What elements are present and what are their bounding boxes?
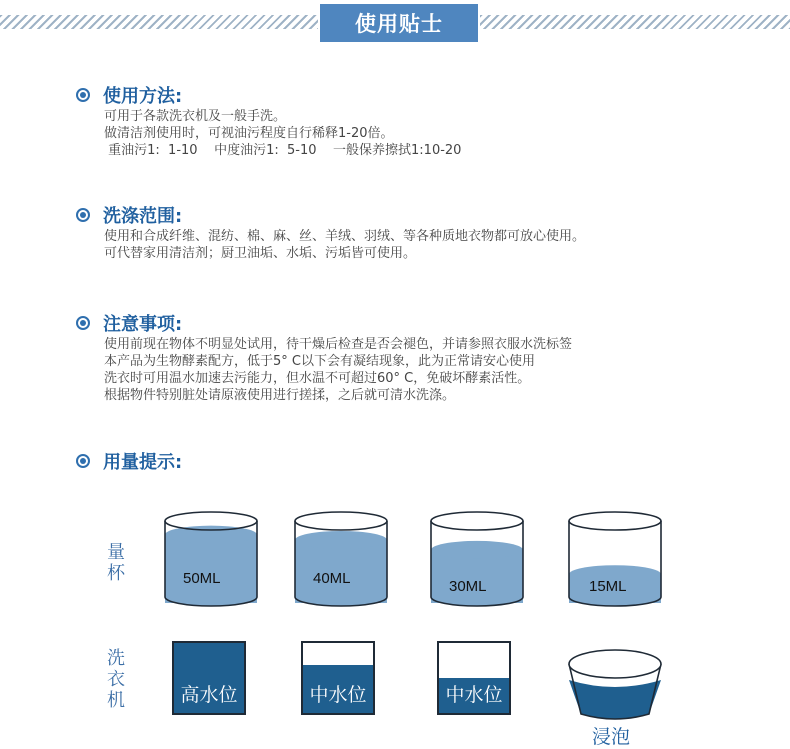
- measuring-cup-15ml: [567, 505, 663, 609]
- text-line: 使用和合成纤维、混纺、棉、麻、丝、羊绒、羽绒、等各种质地衣物都可放心使用。: [104, 229, 586, 244]
- bullet-icon: [76, 316, 90, 330]
- cup-row-label: 量 杯: [107, 542, 125, 584]
- soak-label: 浸泡: [592, 726, 631, 748]
- text-line: 本产品为生物酵素配方，低于5° C以下会有凝结现象，此为正常请安心使用: [104, 354, 535, 369]
- washer-level-label: 中水位: [309, 684, 367, 706]
- washer-level-mid: [301, 641, 375, 715]
- washer-level-high: [172, 641, 246, 715]
- measuring-cup-50ml: [163, 505, 259, 609]
- text-line: 重油污1: 1-10 中度油污1: 5-10 一般保养擦拭1:10-20: [104, 143, 462, 158]
- bullet-icon: [76, 88, 90, 102]
- section-title: 洗涤范围:: [103, 206, 183, 227]
- bullet-icon: [76, 208, 90, 222]
- section-title: 使用方法:: [103, 86, 183, 107]
- measuring-cup-30ml: [429, 505, 525, 609]
- section-title: 注意事项:: [103, 314, 183, 335]
- section-scope: [76, 202, 585, 262]
- cup-label: 50ML: [183, 570, 221, 587]
- washer-level-label: 中水位: [445, 684, 503, 706]
- page-title-banner: 使用贴士: [320, 4, 478, 42]
- cup-label: 15ML: [589, 578, 627, 595]
- bullet-icon: [76, 454, 90, 468]
- washer-level-label: 高水位: [180, 684, 238, 706]
- section-usage: [76, 82, 461, 159]
- section-notes: [76, 310, 572, 404]
- soak-basin-icon: [565, 644, 665, 722]
- text-line: 做清洁剂使用时，可视油污程度自行稀释1-20倍。: [104, 126, 394, 141]
- text-line: 洗衣时可用温水加速去污能力，但水温不可超过60° C，免破坏酵素活性。: [104, 371, 531, 386]
- measuring-cup-40ml: [293, 505, 389, 609]
- section-dosage: [76, 448, 182, 474]
- header-stripe-left: [0, 15, 318, 29]
- washer-level-mid-2: [437, 641, 511, 715]
- header-stripe-right: [480, 15, 790, 29]
- text-line: 可用于各款洗衣机及一般手洗。: [104, 109, 287, 124]
- text-line: 使用前现在物体不明显处试用，待干燥后检查是否会褪色，并请参照衣服水洗标签: [104, 337, 573, 352]
- cup-label: 40ML: [313, 570, 351, 587]
- section-title: 用量提示:: [103, 452, 183, 473]
- cup-label: 30ML: [449, 578, 487, 595]
- washer-row-label: 洗 衣 机: [107, 648, 125, 711]
- text-line: 可代替家用清洁剂；厨卫油垢、水垢、污垢皆可使用。: [104, 246, 417, 261]
- text-line: 根据物件特别脏处请原液使用进行搓揉，之后就可清水洗涤。: [104, 388, 456, 403]
